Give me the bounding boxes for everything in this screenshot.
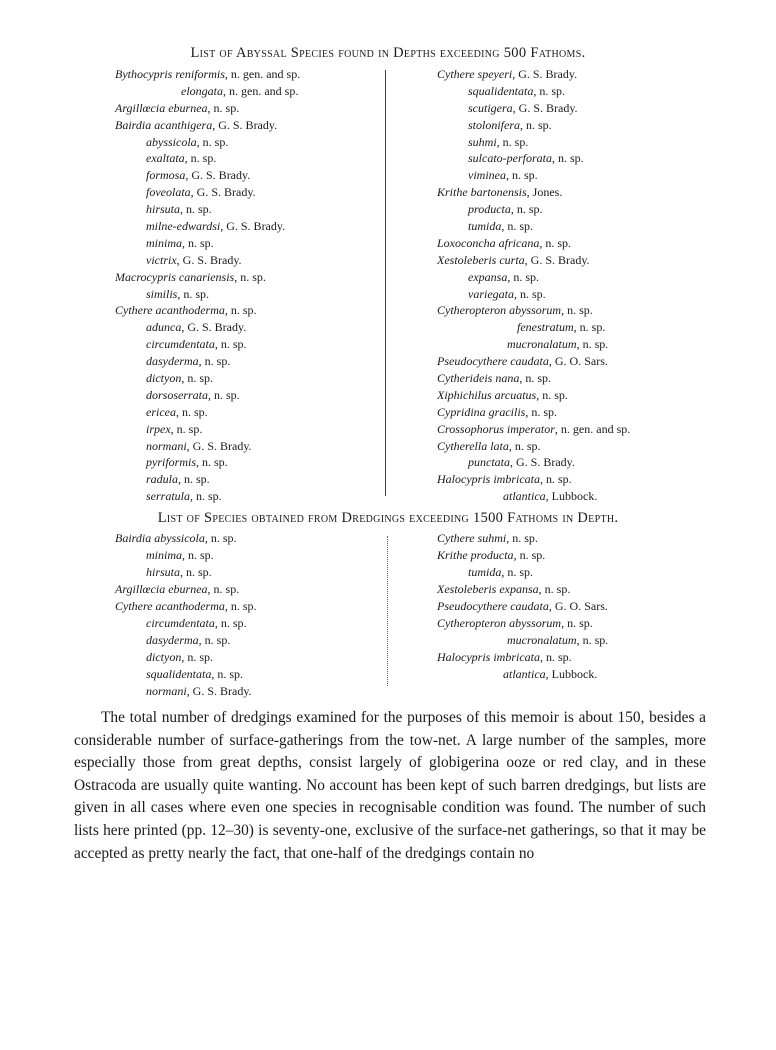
species-entry [115,598,257,615]
species-entry [115,218,300,235]
species-name: Cythere acanthoderma [115,303,225,318]
species-authority: , G. O. Sars. [548,599,608,613]
species-entry [115,134,300,151]
species-entry [115,471,300,488]
species-name: tumida [468,565,502,579]
species-name: Halocypris imbricata [437,472,540,487]
abyssal-species-left-column [115,66,300,505]
species-name: elongata [181,83,223,98]
species-authority: , n. sp. [520,117,552,132]
species-name: ericea [146,404,176,419]
species-authority: , G. S. Brady. [512,67,578,81]
species-entry [437,66,630,83]
species-name: formosa [146,168,186,183]
species-name: Halocypris imbricata [437,650,540,664]
species-authority: , G. O. Sars. [548,354,608,369]
species-name: atlantica [503,667,546,681]
species-authority: , n. sp. [198,633,231,647]
species-entry [115,150,300,167]
species-entry [437,421,630,438]
species-entry [115,488,300,505]
species-entry [437,530,608,547]
deep-dredging-species-left-column [115,530,257,700]
species-authority: , n. sp. [561,303,593,318]
species-authority: , n. sp. [207,582,240,596]
species-name: mucronalatum [507,633,577,647]
species-entry [115,649,257,666]
species-name: mucronalatum [507,337,577,352]
body-paragraph: The total number of dredgings examined for the purposes of this memoir is about 150, besides a considerable number of surface-gatherings from the tow-net. A large number of the samples, more especially those from great depths, consist largely of globigerina ooze or red clay, and in these Ostracoda are usually quite wanting. No account has been kept of such barren dredgings, but lists are given in all cases where even one species in recognisable condition was found. The number of such lists here printed (pp. 12–30) is seventy-one, exclusive of the surface-net gatherings, so that it may be accepted as pretty nearly the fact, that one-half of the dredgings contain no [74,709,706,862]
species-name: minima [146,548,182,562]
species-name: adunca [146,320,182,335]
species-entry [437,100,630,117]
species-entry [115,404,300,421]
species-authority: , n. sp. [178,472,210,487]
species-name: normani [146,438,187,453]
species-name: Cythere suhmi [437,531,507,545]
species-name: hirsuta [146,202,181,217]
species-name: Argillœcia eburnea [115,582,208,596]
species-name: circumdentata [146,616,215,630]
species-entry [115,370,300,387]
species-entry [437,581,608,598]
species-authority: , n. sp. [224,599,257,613]
species-entry [115,530,257,547]
species-entry [115,336,300,353]
species-name: irpex [146,421,171,436]
species-name: viminea [468,168,506,183]
species-authority: , n. sp. [533,83,566,98]
species-name: suhmi [468,134,497,149]
species-name: Cytherella lata [437,438,509,453]
species-entry [437,286,630,303]
species-name: Cytheropteron abyssorum [437,616,562,630]
species-name: Xestoleberis curta [437,252,525,267]
species-entry [437,598,608,615]
species-entry [115,319,300,336]
species-authority: , n. sp. [507,269,539,284]
species-authority: , n. sp. [214,337,247,352]
deep-dredging-species-heading: List of Species obtained from Dredgings exceeding 1500 Fathoms in Depth. [157,510,619,526]
species-entry [437,438,630,455]
species-entry [437,201,630,218]
species-name: foveolata [146,185,191,200]
species-name: normani [146,684,187,698]
species-entry [437,150,630,167]
species-entry [115,421,300,438]
species-entry [115,117,300,134]
species-authority: , n. sp. [538,582,571,596]
species-name: dasyderma [146,633,199,647]
species-authority: , n. sp. [513,548,546,562]
species-name: squalidentata [468,83,534,98]
species-name: circumdentata [146,337,215,352]
abyssal-species-right-column [437,66,630,505]
species-entry [437,269,630,286]
abyssal-species-heading: List of Abyssal Species found in Depths exceeding 500 Fathoms. [190,45,586,61]
species-authority: , n. sp. [576,633,609,647]
species-authority: , n. sp. [190,489,222,504]
species-authority: , n. sp. [180,202,212,217]
species-entry [437,117,630,134]
species-name: Bairdia abyssicola [115,531,205,545]
species-entry [437,167,630,184]
species-authority: , n. sp. [198,354,231,369]
species-authority: , Lubbock. [545,489,598,504]
species-name: dorsoserrata [146,387,209,402]
species-name: serratula [146,489,191,504]
species-authority: , G. S. Brady. [190,185,256,200]
species-name: victrix [146,252,177,267]
species-name: tumida [468,219,502,234]
species-entry [437,615,608,632]
species-name: dictyon [146,371,182,386]
species-entry [115,252,300,269]
species-authority: , n. sp. [576,337,609,352]
species-authority: , n. sp. [540,472,572,487]
species-entry [437,404,630,421]
species-entry [437,488,630,505]
species-authority: , n. sp. [182,548,214,562]
species-authority: , G. S. Brady. [524,252,590,267]
species-name: Argillœcia eburnea [115,100,208,115]
species-authority: , G. S. Brady. [186,438,252,453]
species-name: Cypridina gracilis [437,404,526,419]
species-name: hirsuta [146,565,181,579]
species-authority: , G. S. Brady. [185,168,251,183]
species-name: Krithe producta [437,548,514,562]
species-entry [437,471,630,488]
species-name: Crossophorus imperator [437,421,555,436]
species-authority: , n. sp. [552,151,584,166]
species-name: atlantica [503,489,546,504]
species-authority: , G. S. Brady. [176,252,242,267]
species-name: Cythere speyeri [437,67,513,81]
species-entry [437,83,630,100]
species-authority: , n. sp. [501,565,534,579]
species-authority: , n. sp. [496,134,529,149]
species-entry [115,454,300,471]
species-name: sulcato-perforata [468,151,552,166]
species-entry [115,167,300,184]
species-entry [115,438,300,455]
species-authority: , n. sp. [211,667,244,681]
species-entry [115,387,300,404]
species-name: Xestoleberis expansa [437,582,539,596]
species-entry [115,286,300,303]
species-entry [437,252,630,269]
species-name: Pseudocythere caudata [437,354,549,369]
species-entry [115,66,300,83]
species-name: producta [468,202,511,217]
species-authority: , n. sp. [540,650,572,664]
species-authority: , n. sp. [224,303,257,318]
species-authority: , n. sp. [510,202,543,217]
species-authority: , n. sp. [181,650,213,664]
species-authority: , n. sp. [506,531,538,545]
species-authority: , n. sp. [196,455,228,470]
species-entry [115,581,257,598]
species-name: radula [146,472,179,487]
species-entry [437,353,630,370]
species-entry [115,235,300,252]
species-entry [115,302,300,319]
species-authority: , n. sp. [525,404,558,419]
species-authority: , G. S. Brady. [181,320,247,335]
species-name: milne-edwardsi [146,219,221,234]
species-entry [437,336,630,353]
species-authority: , n. gen. and sp. [224,67,301,81]
species-authority: , n. sp. [519,371,551,386]
species-name: Cytherideis nana [437,371,520,386]
species-entry [437,235,630,252]
species-name: Loxoconcha africana [437,235,540,250]
species-authority: , n. sp. [204,531,237,545]
species-authority: , Lubbock. [545,667,598,681]
species-name: Bairdia acanthigera [115,117,213,132]
species-entry [437,666,608,683]
species-entry [115,547,257,564]
column-divider [385,70,386,496]
species-authority: , n. sp. [561,616,593,630]
species-authority: , n. sp. [181,371,213,386]
species-authority: , n. sp. [184,151,217,166]
species-entry [437,184,630,201]
species-name: abyssicola [146,134,197,149]
species-authority: , n. sp. [214,616,247,630]
species-name: exaltata [146,151,185,166]
species-entry [437,649,608,666]
species-entry [437,547,608,564]
species-authority: , n. sp. [180,565,212,579]
species-name: dasyderma [146,354,199,369]
species-name: Macrocypris canariensis [115,269,235,284]
species-name: similis [146,286,178,301]
species-authority: , G. S. Brady. [512,100,578,115]
species-entry [115,615,257,632]
species-authority: , n. sp. [508,438,541,453]
species-name: scutigera [468,100,513,115]
species-entry [115,564,257,581]
species-entry [437,134,630,151]
species-entry [115,100,300,117]
species-entry [437,218,630,235]
species-entry [437,319,630,336]
species-entry [115,269,300,286]
species-name: Bythocypris reniformis [115,67,225,81]
species-name: minima [146,235,182,250]
species-authority: , G. S. Brady. [186,684,252,698]
species-entry [115,683,257,700]
deep-dredging-species-right-column [437,530,608,683]
species-authority: , n. sp. [234,269,266,284]
species-entry [115,666,257,683]
species-name: variegata [468,286,514,301]
species-entry [115,632,257,649]
species-authority: , n. sp. [506,168,538,183]
species-name: Krithe bartonensis [437,185,527,200]
species-authority: , n. sp. [536,387,568,402]
species-authority: , n. sp. [196,134,229,149]
species-name: Cythere acanthoderma [115,599,225,613]
species-authority: , n. gen. and sp. [223,83,299,98]
species-entry [115,353,300,370]
species-entry [437,302,630,319]
species-name: Xiphichilus arcuatus [437,387,537,402]
species-entry [437,370,630,387]
species-entry [437,632,608,649]
species-authority: , n. sp. [170,421,203,436]
species-name: Cytheropteron abyssorum [437,303,562,318]
species-authority: , G. S. Brady. [510,455,575,470]
species-entry [115,83,300,100]
species-entry [437,564,608,581]
species-entry [437,387,630,404]
species-name: dictyon [146,650,182,664]
species-authority: , n. sp. [208,387,240,402]
species-authority: , n. sp. [175,404,208,419]
column-divider [387,536,388,686]
species-entry [115,201,300,218]
species-name: fenestratum [517,320,574,335]
species-name: squalidentata [146,667,212,681]
species-name: pyriformis [146,455,197,470]
species-authority: , n. sp. [501,219,534,234]
species-authority: , n. sp. [207,100,240,115]
species-authority: , n. sp. [514,286,546,301]
species-authority: , n. sp. [539,235,571,250]
species-authority: , Jones. [526,185,563,200]
species-authority: , n. gen. and sp. [554,421,631,436]
species-authority: , n. sp. [177,286,210,301]
species-authority: , n. sp. [573,320,606,335]
species-name: punctata [468,455,510,470]
species-name: Pseudocythere caudata [437,599,549,613]
species-entry [437,454,630,471]
species-authority: , G. S. Brady. [212,117,278,132]
species-authority: , G. S. Brady. [220,219,286,234]
species-entry [115,184,300,201]
species-name: expansa [468,269,508,284]
species-authority: , n. sp. [182,235,214,250]
species-name: stolonifera [468,117,521,132]
